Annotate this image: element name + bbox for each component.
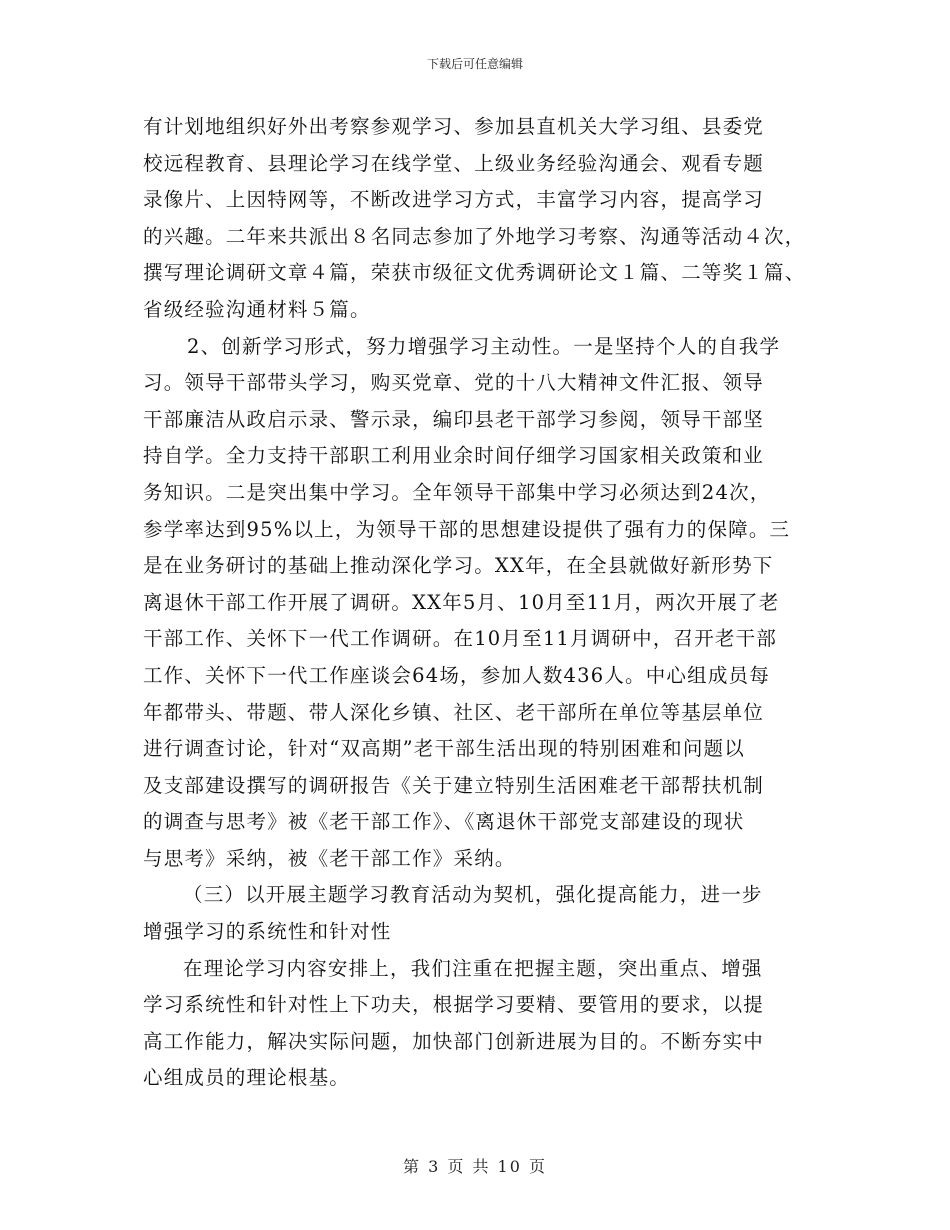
page-header: 下载后可任意编辑 [426,57,523,71]
text-line: 持自学。全力支持干部职工利用业余时间仔细学习国家相关政策和业 [143,444,765,468]
text-line: 工作、关怀下一代工作座谈会64场，参加人数436人。中心组成员每 [143,663,770,687]
text-line: 学习系统性和针对性上下功夫，根据学习要精、要管用的要求，以提 [143,993,765,1017]
text-line: 是在业务研讨的基础上推动深化学习。XX年，在全县就做好新形势下 [143,554,774,578]
text-line: 习。领导干部带头学习，购买党章、党的十八大精神文件汇报、领导 [143,371,765,395]
text-line: 干部工作、关怀下一代工作调研。在10月至11月调研中，召开老干部 [143,627,778,651]
text-line: 的兴趣。二年来共派出８名同志参加了外地学习考察、沟通等活动４次， [143,224,806,248]
text-line: 录像片、上因特网等，不断改进学习方式，丰富学习内容，提高学习 [143,188,765,212]
text-line: 校远程教育、县理论学习在线学堂、上级业务经验沟通会、观看专题 [143,151,765,175]
text-line: 年都带头、带题、带人深化乡镇、社区、老干部所在单位等基层单位 [143,700,765,724]
text-line: 进行调查讨论，针对“双高期”老干部生活出现的特别困难和问题以 [143,737,745,761]
text-line: 省级经验沟通材料５篇。 [143,297,371,321]
section-heading-line: （三）以开展主题学习教育活动为契机，强化提高能力，进一步 [183,883,763,907]
text-line: 与思考》采纳，被《老干部工作》采纳。 [143,846,516,870]
text-line: 高工作能力，解决实际问题，加快部门创新进展为目的。不断夯实中 [143,1029,765,1053]
page-number-footer: 第 3 页 共 10 页 [403,1157,547,1176]
section-heading-line: 增强学习的系统性和针对性 [143,920,392,944]
text-line: 心组成员的理论根基。 [143,1066,351,1090]
text-line: 撰写理论调研文章４篇，荣获市级征文优秀调研论文１篇、二等奖１篇、 [143,261,806,285]
text-line: 干部廉洁从政启示录、警示录，编印县老干部学习参阅，领导干部坚 [143,407,765,431]
text-line: 参学率达到95%以上，为领导干部的思想建设提供了强有力的保障。三 [143,517,791,541]
document-body [143,109,843,1097]
text-line: 离退休干部工作开展了调研。XX年5月、10月至11月，两次开展了老 [143,590,780,614]
paragraph-start-line: 在理论学习内容安排上，我们注重在把握主题，突出重点、增强 [183,956,763,980]
text-line: 有计划地组织好外出考察参观学习、参加县直机关大学习组、县委党 [143,115,765,138]
text-line: 及支部建设撰写的调研报告《关于建立特别生活困难老干部帮扶机制 [143,773,765,797]
text-line: 务知识。二是突出集中学习。全年领导干部集中学习必须达到24次， [143,480,771,504]
text-line: 的调查与思考》被《老干部工作》、《离退休干部党支部建设的现状 [143,810,745,834]
paragraph-start-line: 2、创新学习形式，努力增强学习主动性。一是坚持个人的自我学 [187,334,781,358]
